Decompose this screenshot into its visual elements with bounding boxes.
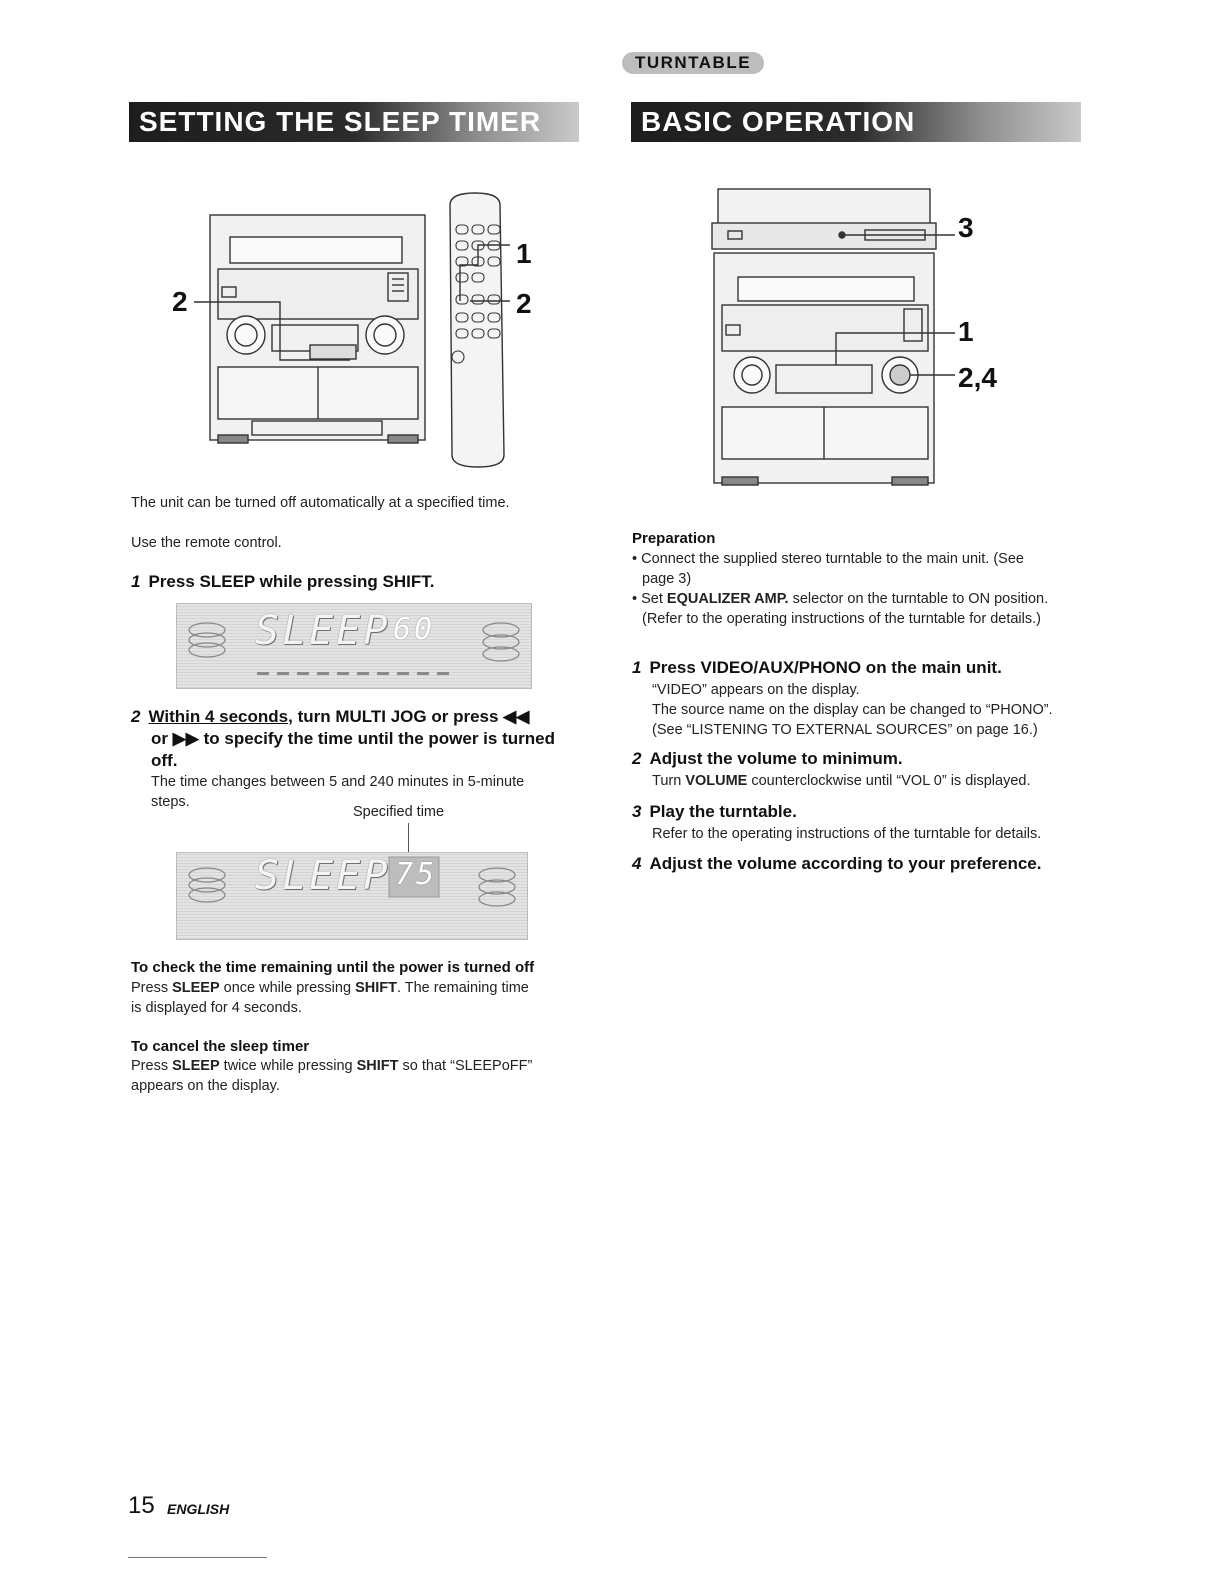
- prep-b2-post: selector on the turntable to ON position.: [788, 591, 1049, 607]
- stereo-and-remote-illustration: [160, 185, 560, 470]
- prep-bullet-1-line-1: • Connect the supplied stereo turntable to the main unit. (See: [632, 551, 1024, 567]
- left-step-2-number: 2: [131, 707, 141, 726]
- right-step-3-number: 3: [632, 802, 642, 821]
- intro-text: The unit can be turned off automatically at a specified time.: [131, 495, 510, 511]
- check-time-body-2: is displayed for 4 seconds.: [131, 1000, 302, 1016]
- right-step-1-body-2: The source name on the display can be changed to “PHONO”.: [652, 702, 1053, 718]
- left-step-2-line1: , turn MULTI JOG or press ◀◀: [288, 707, 530, 726]
- right-step-2-body: [652, 771, 1030, 791]
- left-step-2-line2: or ▶▶ to specify the time until the power is turned: [151, 729, 555, 748]
- left-step-1-text: Press SLEEP while pressing SHIFT.: [148, 572, 435, 591]
- turntable-stereo-illustration: [700, 185, 1000, 495]
- left-step-1: [131, 571, 434, 593]
- right-step-4-text: Adjust the volume according to your preference.: [649, 854, 1042, 873]
- display-sleep-75: [176, 852, 528, 940]
- right-step-4: [632, 853, 1042, 875]
- check-time-body-1: [131, 978, 529, 998]
- lcd-1-value: 60: [393, 612, 436, 647]
- specified-time-label: Specified time: [353, 804, 445, 820]
- prep-bullet-1-line-2: page 3): [642, 571, 692, 587]
- footer-rule: [128, 1557, 267, 1558]
- remote-callout-1: 1: [516, 238, 532, 269]
- cancel-post: so that “SLEEPoFF”: [398, 1058, 533, 1074]
- section-tag: TURNTABLE: [622, 52, 764, 74]
- cancel-sleep-key: SLEEP: [172, 1058, 220, 1074]
- cancel-shift-key: SHIFT: [356, 1058, 399, 1074]
- left-step-1-number: 1: [131, 572, 141, 591]
- left-step-2-body-1: The time changes between 5 and 240 minutes in 5-minute: [151, 774, 525, 790]
- right-step-1-number: 1: [632, 658, 642, 677]
- prep-b2-pre: • Set: [632, 591, 667, 607]
- check-shift-key: SHIFT: [355, 980, 397, 996]
- right-step-1-body-3: (See “LISTENING TO EXTERNAL SOURCES” on page 16.): [652, 722, 1038, 738]
- left-step-2-line3: off.: [151, 751, 178, 770]
- prep-bullet-2-line-2: (Refer to the operating instructions of the turntable for details.): [642, 611, 1041, 627]
- step2-body-post: counterclockwise until “VOL 0” is displayed.: [747, 773, 1031, 789]
- check-pre: Press: [131, 980, 173, 996]
- right-step-3-body: Refer to the operating instructions of the turntable for details.: [652, 826, 1042, 842]
- right-step-3: [632, 801, 797, 823]
- volume-key: VOLUME: [685, 773, 748, 789]
- left-step-2: [131, 706, 529, 728]
- unit-callout-2: 2: [172, 286, 188, 317]
- preparation-heading: Preparation: [632, 530, 716, 547]
- lcd-1-main-text: SLEEP: [255, 608, 391, 654]
- cancel-timer-body-2: appears on the display.: [131, 1078, 280, 1094]
- footer-language: ENGLISH: [167, 1501, 230, 1517]
- unit-callout-1: 1: [958, 316, 974, 347]
- page-number: 15: [128, 1492, 155, 1519]
- right-step-2: [632, 748, 903, 770]
- check-time-heading: To check the time remaining until the power is turned off: [131, 959, 535, 976]
- turntable-callout-3: 3: [958, 212, 974, 243]
- display-sleep-60: [176, 603, 532, 689]
- check-sleep-key: SLEEP: [172, 980, 220, 996]
- lcd-2-main-text: SLEEP: [255, 853, 391, 899]
- prep-bullet-2-line-1: [632, 589, 1048, 609]
- remote-callout-2: 2: [516, 288, 532, 319]
- left-section-title: SETTING THE SLEEP TIMER: [129, 102, 579, 142]
- right-step-2-number: 2: [632, 749, 642, 768]
- check-post: . The remaining time: [396, 980, 529, 996]
- right-step-4-number: 4: [632, 854, 642, 873]
- specified-time-pointer: [408, 823, 409, 853]
- right-step-1-body-1: “VIDEO” appears on the display.: [652, 682, 860, 698]
- cancel-pre: Press: [131, 1058, 173, 1074]
- left-step-2-body-2: steps.: [151, 794, 190, 810]
- cancel-timer-body-1: [131, 1056, 532, 1076]
- right-section-title: BASIC OPERATION: [631, 102, 1081, 142]
- right-step-1-text: Press VIDEO/AUX/PHONO on the main unit.: [649, 658, 1002, 677]
- right-step-2-text: Adjust the volume to minimum.: [649, 749, 903, 768]
- left-step-2-underlined: Within 4 seconds: [148, 707, 289, 726]
- cancel-timer-heading: To cancel the sleep timer: [131, 1038, 310, 1055]
- check-mid: once while pressing: [219, 980, 356, 996]
- cancel-mid: twice while pressing: [219, 1058, 357, 1074]
- right-step-3-text: Play the turntable.: [649, 802, 797, 821]
- step2-body-pre: Turn: [652, 773, 686, 789]
- use-remote-text: Use the remote control.: [131, 535, 282, 551]
- right-step-1: [632, 657, 1002, 679]
- prep-equalizer-amp: EQUALIZER AMP.: [666, 591, 789, 607]
- unit-callout-2-4: 2,4: [958, 362, 997, 393]
- lcd-2-value: 75: [395, 857, 438, 892]
